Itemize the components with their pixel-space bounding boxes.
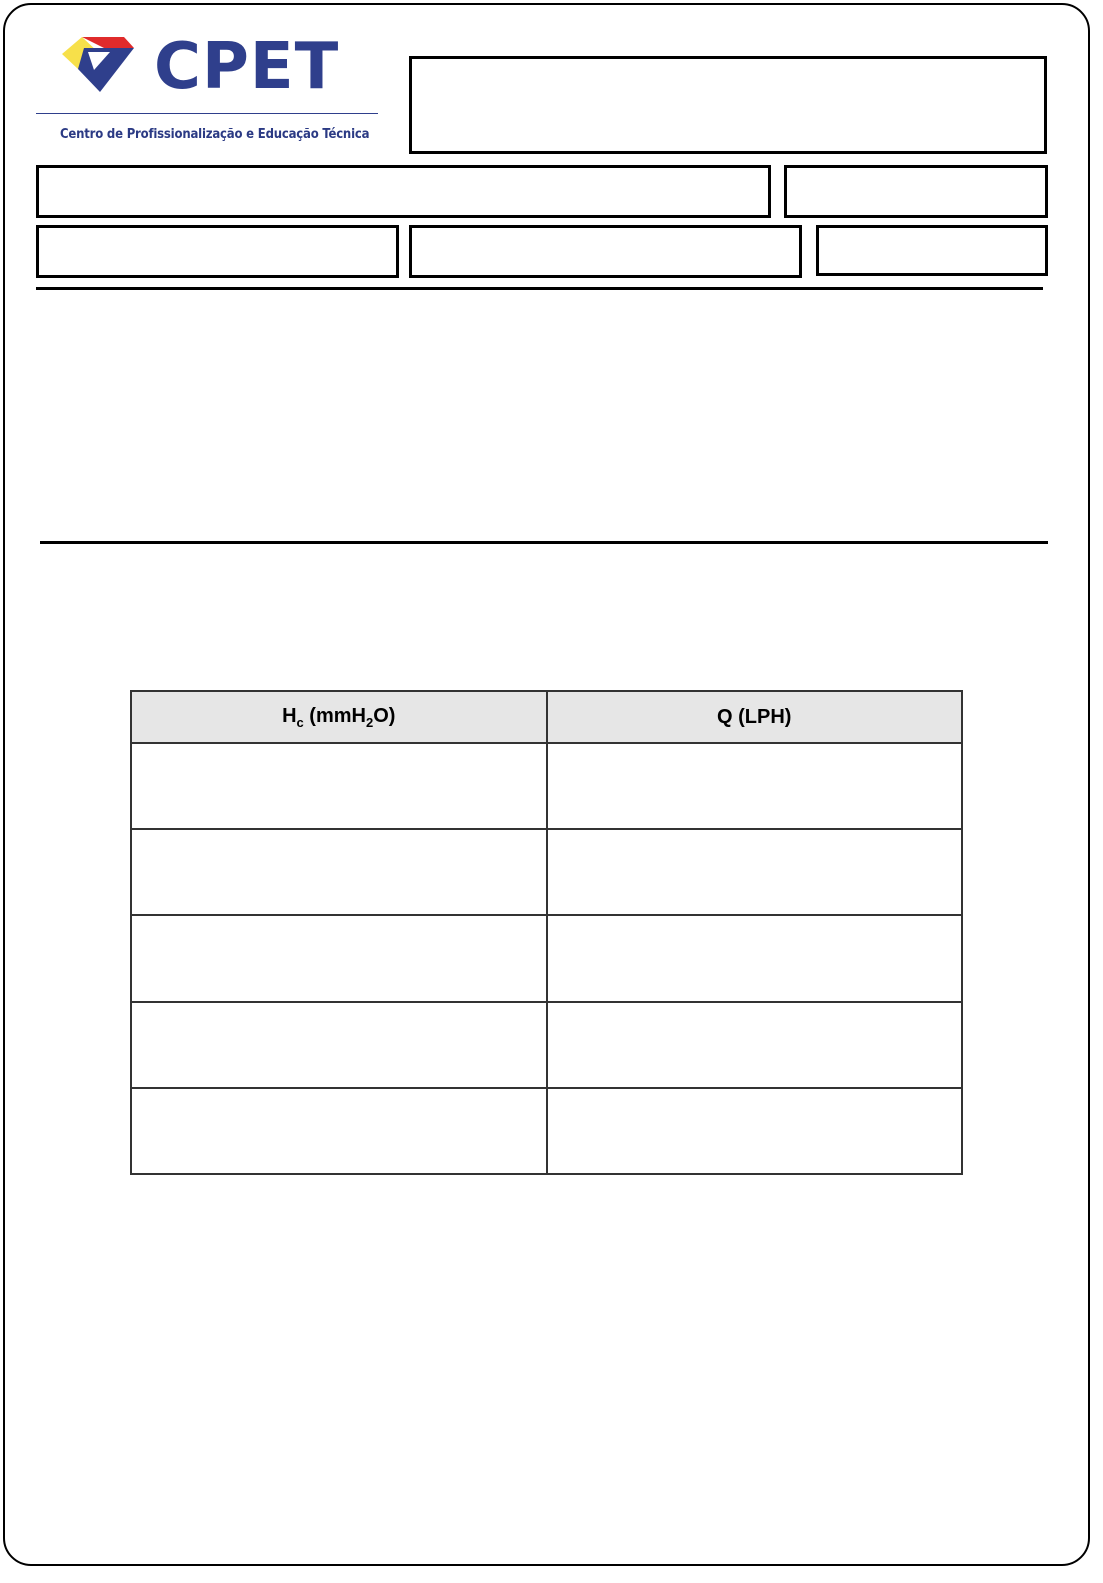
logo-wordmark — [154, 30, 339, 104]
cpet-logo — [36, 30, 378, 149]
cpet-logo-mark-icon — [58, 34, 134, 94]
table-row — [131, 743, 962, 829]
table-row — [131, 915, 962, 1001]
table-cell[interactable] — [547, 743, 963, 829]
teacher-field[interactable] — [409, 225, 802, 278]
section-divider — [40, 541, 1048, 544]
logo-divider — [36, 113, 378, 114]
column-header-q: Q (LPH) — [547, 691, 963, 743]
table-cell[interactable] — [131, 1088, 547, 1174]
table-row — [131, 1002, 962, 1088]
table-cell[interactable] — [131, 915, 547, 1001]
table-cell[interactable] — [131, 1002, 547, 1088]
student-field[interactable] — [36, 225, 399, 278]
table-cell[interactable] — [547, 1088, 963, 1174]
column-header-hc: $H_c$ (mmH$_2$O) — [131, 691, 547, 743]
class-field[interactable] — [816, 225, 1048, 276]
table-cell[interactable] — [547, 1002, 963, 1088]
title-box[interactable] — [409, 56, 1047, 154]
table-cell[interactable] — [131, 829, 547, 915]
table-cell[interactable] — [131, 743, 547, 829]
date-field[interactable] — [784, 165, 1048, 218]
measurement-table — [130, 690, 963, 1175]
table-row — [131, 1088, 962, 1174]
table-cell[interactable] — [547, 829, 963, 915]
logo-wordmark-text: CPET — [154, 30, 340, 104]
table-row — [131, 829, 962, 915]
table-cell[interactable] — [547, 915, 963, 1001]
table-header-row — [131, 691, 962, 743]
course-field[interactable] — [36, 165, 771, 218]
logo-tagline: Centro de Profissionalização e Educação Técnica — [60, 127, 370, 142]
header-divider — [36, 287, 1043, 290]
